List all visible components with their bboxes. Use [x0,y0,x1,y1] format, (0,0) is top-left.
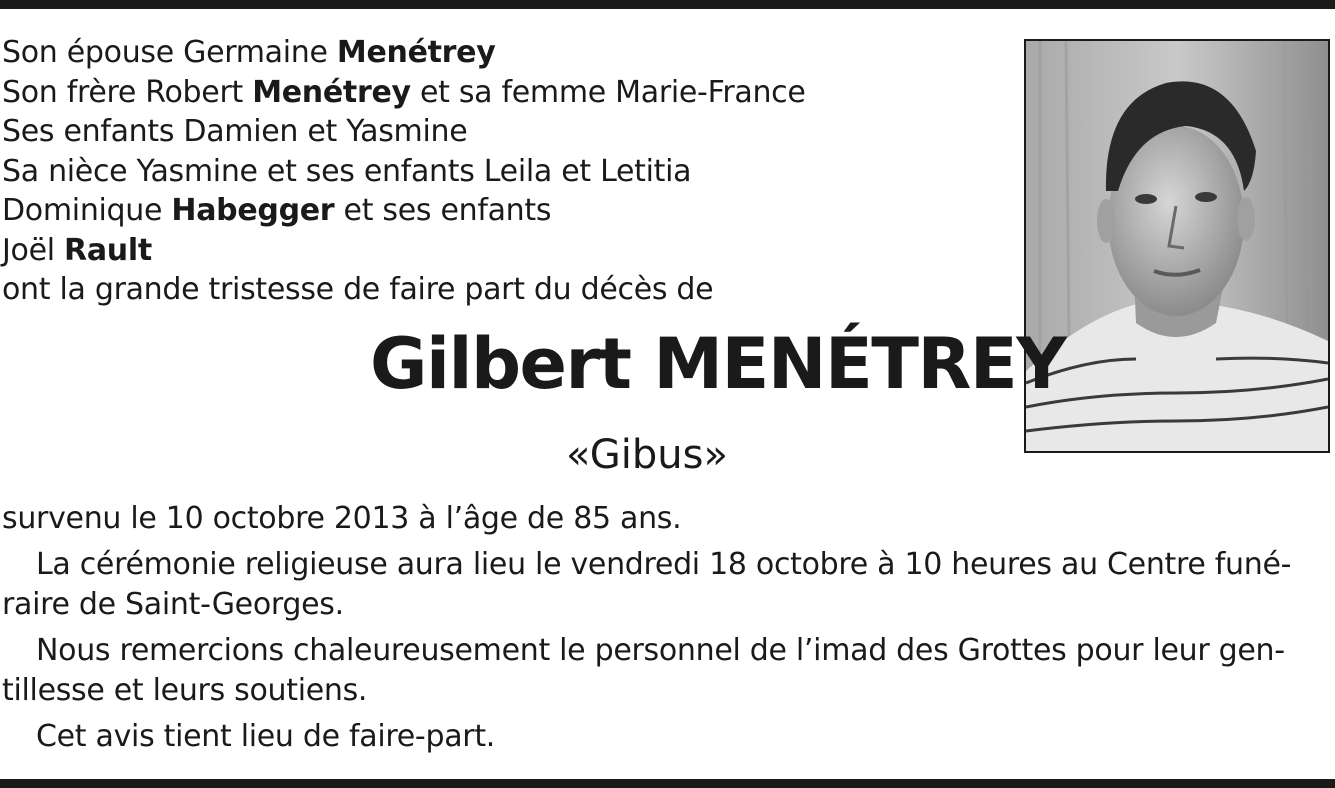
family-line: Son frère Robert Menétrey et sa femme Marie-France [2,74,806,110]
ceremony-paragraph-line: La cérémonie religieuse aura lieu le vendredi 18 octobre à 10 heures au Centre funé- [36,547,1292,582]
thanks-paragraph-line: Nous remercions chaleureusement le personnel de l’imad des Grottes pour leur gen- [36,633,1285,668]
family-line: Sa nièce Yasmine et ses enfants Leila et Letitia [2,153,692,189]
bottom-rule [0,779,1335,788]
top-rule [0,0,1335,9]
notice-body [2,499,1335,757]
deceased-name: Gilbert MENÉTREY [370,323,1066,405]
nickname: «Gibus» [566,432,728,478]
family-list [2,33,1012,310]
portrait-photo [1024,39,1330,453]
announcement-line: ont la grande tristesse de faire part du décès de [2,272,714,307]
family-line: Son épouse Germaine Menétrey [2,35,496,70]
portrait-image [1026,41,1328,451]
ceremony-paragraph-line: raire de Saint-Georges. [2,587,344,622]
family-line: Joël Rault [2,232,152,268]
family-line: Dominique Habegger et ses enfants [2,193,552,228]
family-line: Ses enfants Damien et Yasmine [2,114,468,149]
notice-paragraph: Cet avis tient lieu de faire-part. [36,719,496,754]
date-paragraph: survenu le 10 octobre 2013 à l’âge de 85 ans. [2,501,682,536]
thanks-paragraph-line: tillesse et leurs soutiens. [2,673,368,708]
